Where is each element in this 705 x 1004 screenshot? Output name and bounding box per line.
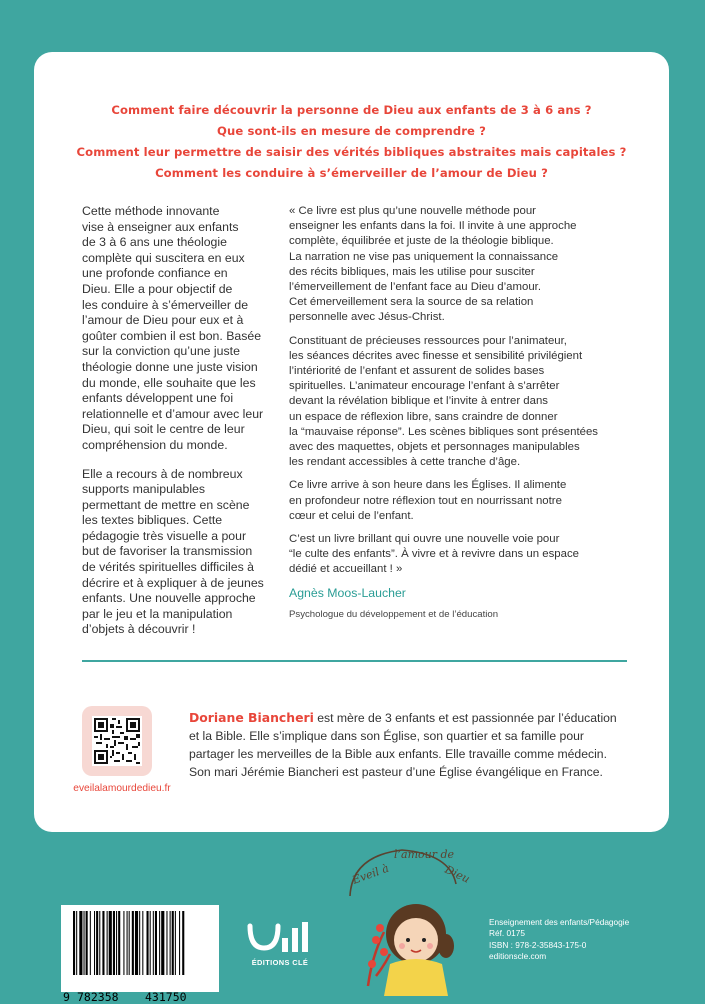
barcode-bar bbox=[172, 911, 174, 975]
publisher-logo-icon bbox=[244, 920, 316, 956]
barcode-bar bbox=[142, 911, 143, 975]
question-3: Comment leur permettre de saisir des vérités bibliques abstraites mais capitales ? bbox=[76, 145, 627, 159]
barcode-bar bbox=[182, 911, 184, 975]
svg-text:Dieu: Dieu bbox=[442, 862, 472, 886]
barcode-bar bbox=[107, 911, 108, 975]
barcode-bar bbox=[135, 911, 138, 975]
barcode-bar bbox=[102, 911, 104, 975]
barcode-bar bbox=[86, 911, 88, 975]
barcode-bar bbox=[132, 911, 134, 975]
barcode-bar bbox=[155, 911, 157, 975]
author-bio: Doriane Biancheri est mère de 3 enfants et est passionnée par l’éducation et la Bible. Elle s’implique dans son Église, son quartier et sa famille pour partager les merveilles de la Bible aux enfants. Elle travaille comme médecin. Son mari Jérémie Biancheri est pasteur d’une Église évangélique en France. bbox=[189, 710, 617, 779]
barcode-bar bbox=[113, 911, 115, 975]
testimonial-author-name: Agnès Moos-Laucher bbox=[289, 585, 406, 600]
svg-text:Éveil à: Éveil à bbox=[350, 861, 391, 887]
question-4: Comment les conduire à s’émerveiller de l’amour de Dieu ? bbox=[155, 166, 548, 180]
barcode-bars bbox=[61, 905, 219, 979]
barcode-bar bbox=[94, 911, 95, 975]
barcode-bar bbox=[159, 911, 160, 975]
testimonial-paragraph-1: « Ce livre est plus qu’une nouvelle méthode pour enseigner les enfants dans la foi. Il invite à une approche complète, équilibrée et juste de la théologie biblique. La narration ne vise pas uniquement la connaissance des récits bibliques, mais les utilise pour susciter l’émerveillement de l’enfant face au Dieu d’amour. Cet émerveillement sera la source de sa relation personnelle avec Jésus-Christ. bbox=[289, 205, 577, 324]
book-ref: Réf. 0175 bbox=[489, 928, 525, 939]
barcode-bar bbox=[76, 911, 77, 975]
barcode-bar bbox=[175, 911, 176, 975]
testimonial-paragraph-2: Constituant de précieuses ressources pour l’animateur, les séances décrites avec finesse et sensibilité privilégient l’intériorité de l’enfant et assurent de solides bases spirituelles. L’animateur encourage l’enfant à s’arrêter devant la révélation biblique et l’invite à entrer dans un espace de réflexion libre, sans craindre de donner la “mauvaise réponse”. Les scènes bibliques sont présentées avec des maquettes, objets et personnages manipulables les rendant accessibles à cette tranche d’âge. bbox=[289, 334, 598, 469]
qr-code[interactable] bbox=[82, 706, 152, 776]
barcode-bar bbox=[84, 911, 85, 975]
description-paragraph-1: Cette méthode innovante vise à enseigner aux enfants de 3 à 6 ans une théologie complète qui suscitera en eux une profonde confiance en Dieu. Elle a pour objectif de les conduire à s’émerveiller de l’amour de Dieu pour eux et à goûter combien il est bon. Basée sur la conviction qu’une juste théologie donne une juste vision du monde, elle souhaite que les enfants développent une foi relationnelle et d’amour avec leur Dieu, qui soit le centre de leur compréhension du monde. bbox=[82, 204, 264, 452]
publisher-website[interactable]: editionscle.com bbox=[489, 951, 547, 962]
barcode-bar bbox=[99, 911, 100, 975]
barcode-bar bbox=[147, 911, 149, 975]
section-divider bbox=[82, 660, 627, 662]
barcode-bar bbox=[96, 911, 98, 975]
barcode-bar bbox=[170, 911, 171, 975]
barcode-bar bbox=[166, 911, 167, 975]
back-cover-card bbox=[34, 52, 669, 832]
question-2: Que sont-ils en mesure de comprendre ? bbox=[217, 124, 486, 138]
series-logo-illustration bbox=[332, 836, 472, 996]
barcode-bar bbox=[79, 911, 82, 975]
barcode-bar bbox=[73, 911, 75, 975]
barcode-bar bbox=[127, 911, 128, 975]
testimonial-author-title: Psychologue du développement et de l’éducation bbox=[289, 608, 499, 620]
testimonial-paragraph-3: Ce livre arrive à son heure dans les Églises. Il alimente en profondeur notre réflexion tout en nourrissant notre cœur et celui de l’enfant. bbox=[289, 479, 567, 522]
barcode-bar bbox=[179, 911, 180, 975]
barcode-bar bbox=[118, 911, 120, 975]
svg-text:l’amour de: l’amour de bbox=[394, 848, 455, 861]
barcode-bar bbox=[161, 911, 164, 975]
website-link[interactable]: eveilalamourdedieu.fr bbox=[73, 783, 171, 794]
barcode-bar bbox=[109, 911, 112, 975]
book-info bbox=[489, 917, 629, 963]
testimonial-column bbox=[289, 204, 629, 622]
publisher-name: ÉDITIONS CLÉ bbox=[251, 958, 309, 967]
barcode-bar bbox=[153, 911, 154, 975]
isbn-barcode: 9 782358 431750 bbox=[61, 905, 219, 992]
barcode-bar bbox=[139, 911, 140, 975]
barcode-bar bbox=[123, 911, 124, 975]
barcode-bar bbox=[129, 911, 130, 975]
book-isbn: ISBN : 978-2-35843-175-0 bbox=[489, 939, 587, 950]
description-column bbox=[82, 204, 272, 651]
questions-block bbox=[34, 100, 669, 184]
book-category: Enseignement des enfants/Pédagogie bbox=[489, 917, 630, 927]
testimonial-paragraph-4: C’est un livre brillant qui ouvre une nouvelle voie pour “le culte des enfants”. À vivre et à revivre dans un espace dédié et accueillant ! » bbox=[289, 533, 579, 576]
author-name: Doriane Biancheri bbox=[189, 710, 314, 725]
barcode-bar bbox=[116, 911, 117, 975]
barcode-bar bbox=[150, 911, 151, 975]
qr-code-icon bbox=[92, 716, 142, 766]
barcode-bar bbox=[90, 911, 91, 975]
description-paragraph-2: Elle a recours à de nombreux supports manipulables permettant de mettre en scène les textes bibliques. Cette pédagogie très visuelle a pour but de favoriser la transmission de vérités spirituelles difficiles à décrire et à expliquer à de jeunes enfants. Une nouvelle approche par le jeu et la manipulation d’objets à découvrir ! bbox=[82, 466, 264, 637]
question-1: Comment faire découvrir la personne de Dieu aux enfants de 3 à 6 ans ? bbox=[111, 103, 592, 117]
